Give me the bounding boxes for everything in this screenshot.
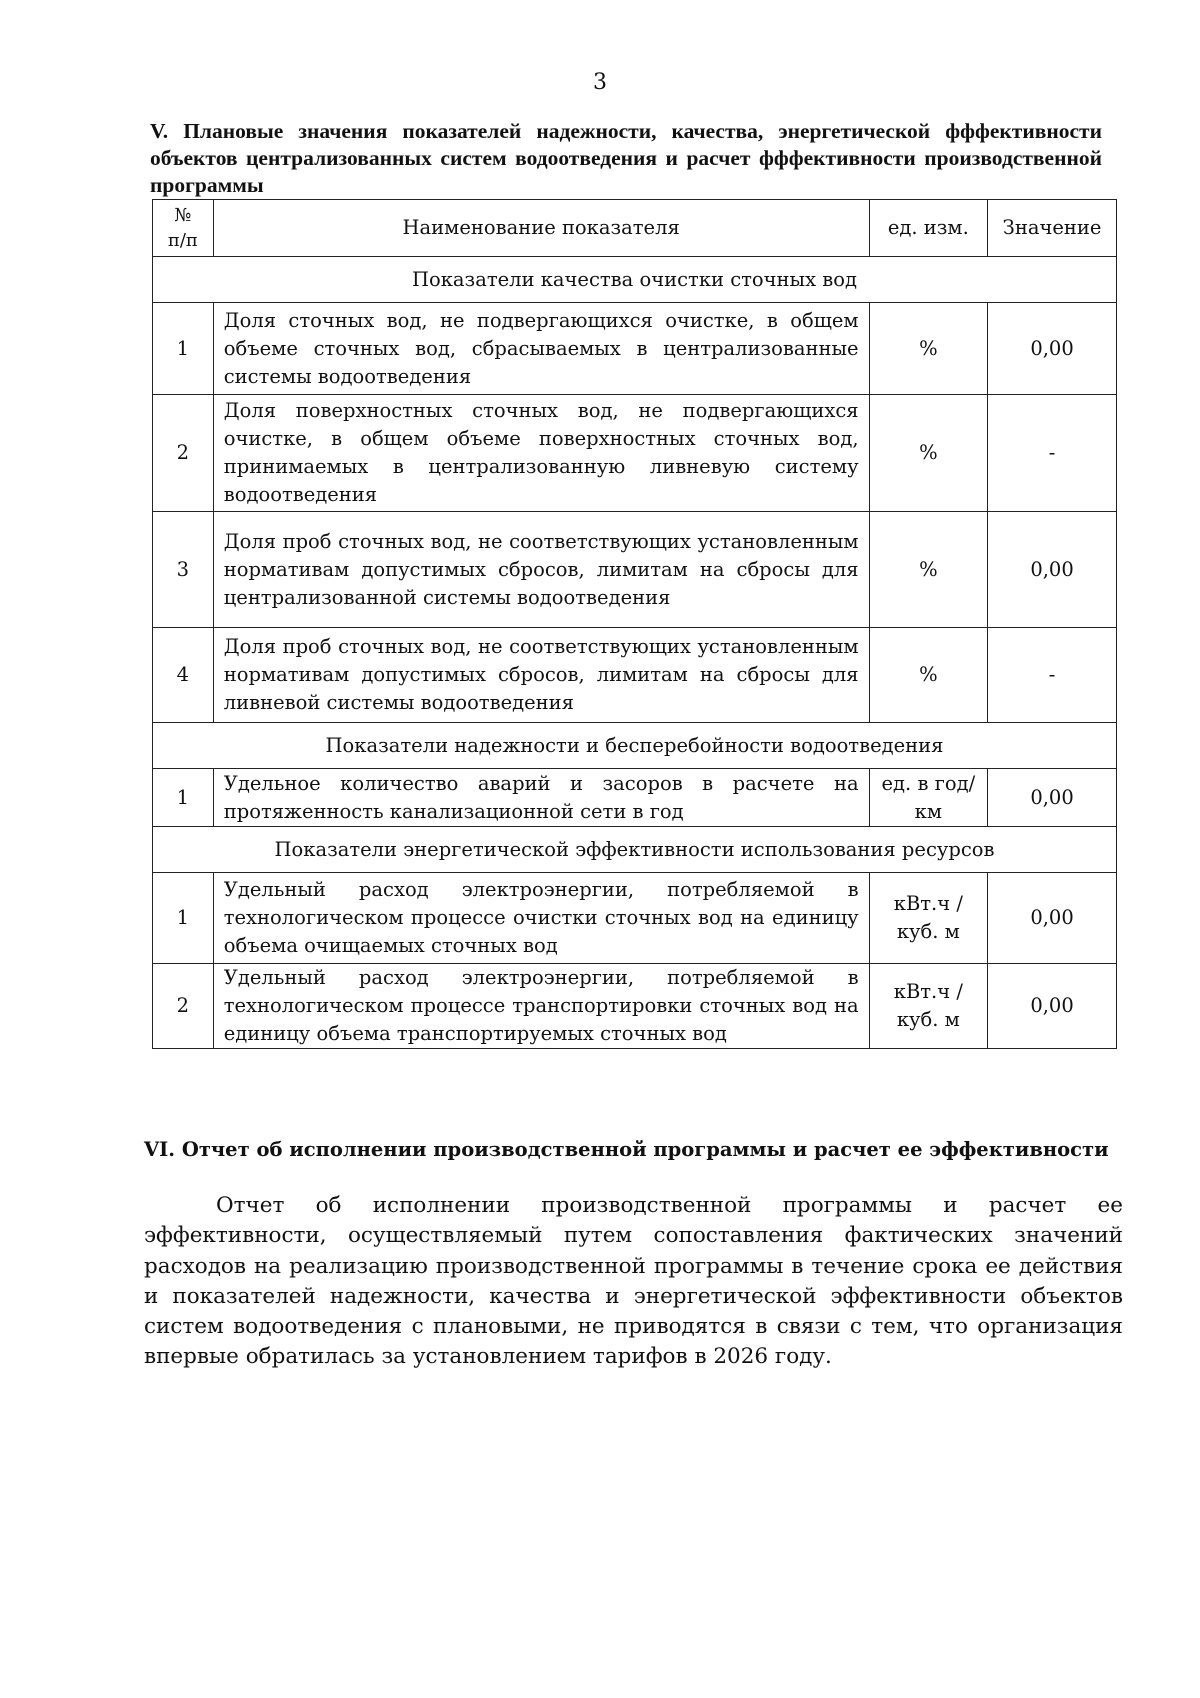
row-unit: ед. в год/ км: [869, 769, 988, 827]
row-num: 3: [153, 512, 214, 628]
row-name: Удельный расход электроэнергии, потребляемой в технологическом процессе транспортировки сточных вод на единицу объема транспортируемых сточных вод: [213, 964, 869, 1049]
row-value: 0,00: [988, 769, 1117, 827]
group-title: Показатели качества очистки сточных вод: [153, 257, 1117, 303]
row-value: 0,00: [988, 964, 1117, 1049]
row-num: 1: [153, 873, 214, 964]
table-row: [153, 512, 1117, 628]
row-value: 0,00: [988, 512, 1117, 628]
group-row: [153, 257, 1117, 303]
indicators-table: [152, 199, 1117, 1049]
table-row: [153, 303, 1117, 395]
row-unit: кВт.ч / куб. м: [869, 873, 988, 964]
header-name: Наименование показателя: [213, 200, 869, 257]
row-num: 2: [153, 964, 214, 1049]
table-row: [153, 628, 1117, 723]
page-number: 3: [593, 70, 607, 95]
header-unit: ед. изм.: [869, 200, 988, 257]
section-v-title: V. Плановые значения показателей надежности, качества, энергетической фффективности объектов централизованных систем водоотведения и расчет фффективности производственной программы: [150, 119, 1102, 197]
header-value: Значение: [988, 200, 1117, 257]
row-num: 1: [153, 303, 214, 395]
table-row: [153, 873, 1117, 964]
table-header-row: [153, 200, 1117, 257]
row-unit: %: [869, 628, 988, 723]
row-value: -: [988, 628, 1117, 723]
group-row: [153, 723, 1117, 769]
row-unit: %: [869, 303, 988, 395]
group-title: Показатели энергетической эффективности использования ресурсов: [153, 827, 1117, 873]
row-num: 1: [153, 769, 214, 827]
row-value: 0,00: [988, 873, 1117, 964]
row-num: 4: [153, 628, 214, 723]
table-row: [153, 769, 1117, 827]
row-value: 0,00: [988, 303, 1117, 395]
group-title: Показатели надежности и бесперебойности водоотведения: [153, 723, 1117, 769]
row-value: -: [988, 395, 1117, 512]
group-row: [153, 827, 1117, 873]
table-row: [153, 964, 1117, 1049]
section-vi-title: VI. Отчет об исполнении производственной программы и расчет ее эффективности: [144, 1138, 1109, 1161]
row-name: Удельный расход электроэнергии, потребляемой в технологическом процессе очистки сточных вод на единицу объема очищаемых сточных вод: [213, 873, 869, 964]
row-name: Доля проб сточных вод, не соответствующих установленным нормативам допустимых сбросов, лимитам на сбросы для ливневой системы водоотведения: [213, 628, 869, 723]
section-vi-body: Отчет об исполнении производственной программы и расчет ее эффективности, осуществляемый путем сопоставления фактических значений расходов на реализацию производственной программы в течение срока ее действия и показателей надежности, качества и энергетической эффективности объектов систем водоотведения с плановыми, не приводятся в связи с тем, что организация впервые обратилась за установлением тарифов в 2026 году.: [144, 1193, 1123, 1370]
table-body: [153, 257, 1117, 1049]
row-unit: %: [869, 395, 988, 512]
row-name: Удельное количество аварий и засоров в расчете на протяженность канализационной сети в год: [213, 769, 869, 827]
row-num: 2: [153, 395, 214, 512]
header-num: № п/п: [153, 200, 214, 257]
row-name: Доля проб сточных вод, не соответствующих установленным нормативам допустимых сбросов, лимитам на сбросы для централизованной системы водоотведения: [213, 512, 869, 628]
table-row: [153, 395, 1117, 512]
row-unit: кВт.ч / куб. м: [869, 964, 988, 1049]
row-name: Доля сточных вод, не подвергающихся очистке, в общем объеме сточных вод, сбрасываемых в централизованные системы водоотведения: [213, 303, 869, 395]
row-unit: %: [869, 512, 988, 628]
row-name: Доля поверхностных сточных вод, не подвергающихся очистке, в общем объеме поверхностных сточных вод, принимаемых в централизованную ливневую систему водоотведения: [213, 395, 869, 512]
